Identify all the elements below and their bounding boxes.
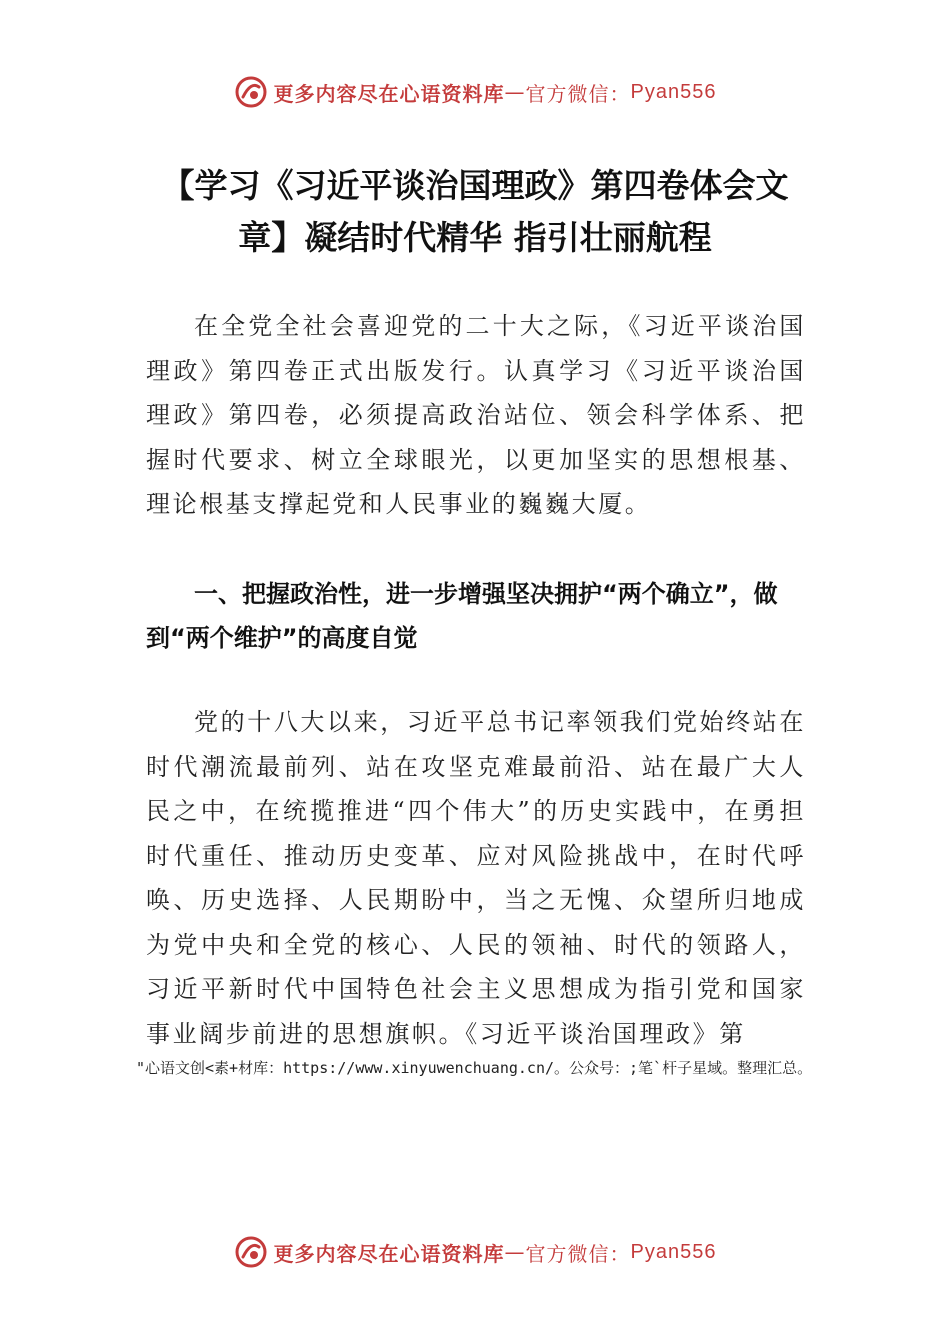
banner-dash: — [504, 1240, 526, 1264]
banner-wechat-label: 官方微信： [525, 81, 631, 106]
banner-dash: — [504, 80, 526, 104]
banner-wechat-id: Pyan556 [630, 80, 717, 103]
banner-brand: 更多内容尽在心语资料库 [273, 81, 505, 106]
section-heading-1: 一、把握政治性，进一步增强坚决拥护“两个确立”，做到“两个维护”的高度自觉 [146, 580, 778, 652]
banner-brand: 更多内容尽在心语资料库 [273, 1241, 505, 1266]
header-banner [0, 72, 950, 112]
banner-wechat-id: Pyan556 [630, 1240, 717, 1263]
seal-logo-icon [234, 1235, 268, 1269]
document-title: 【学习《习近平谈治国理政》第四卷体会文章】凝结时代精华 指引壮丽航程 [161, 166, 789, 257]
banner-wechat-label: 官方微信： [525, 1241, 631, 1266]
footnote: "心语文创<素+材库：https://www.xinyuwenchuang.cn/。公众号：;笔`杆子星域。整理汇总。 [136, 1059, 813, 1077]
body-paragraph-2: 党的十八大以来，习近平总书记率领我们党始终站在时代潮流最前列、站在攻坚克难最前沿、站在最广大人民之中，在统揽推进“四个伟大”的历史实践中，在勇担时代重任、推动历史变革、应对风险挑战中，在时代呼唤、历史选择、人民期盼中，当之无愧、众望所归地成为党中央和全党的核心、人民的领袖、时代的领路人，习近平新时代中国特色社会主义思想成为指引党和国家事业阔步前进的思想旗帜。《习近平谈治国理政》第 [146, 708, 806, 1048]
body-paragraph-1: 在全党全社会喜迎党的二十大之际，《习近平谈治国理政》第四卷正式出版发行。认真学习《习近平谈治国理政》第四卷，必须提高政治站位、领会科学体系、把握时代要求、树立全球眼光，以更加坚实的思想根基、理论根基支撑起党和人民事业的巍巍大厦。 [146, 312, 806, 518]
seal-logo-icon [234, 75, 268, 109]
footer-banner [0, 1232, 950, 1272]
